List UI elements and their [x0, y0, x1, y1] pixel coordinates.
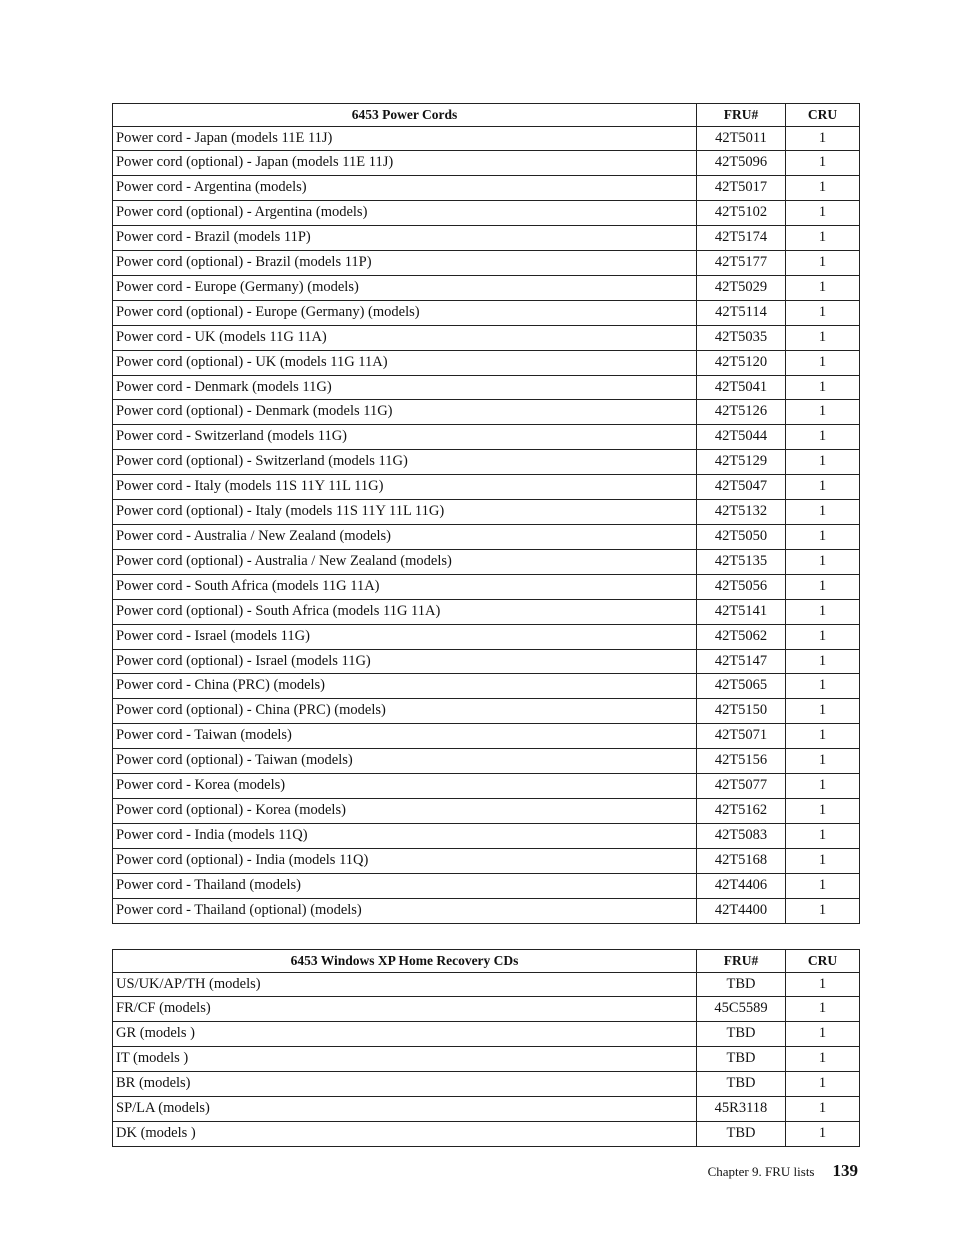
cell-cru: 1 [786, 425, 860, 450]
cell-cru: 1 [786, 325, 860, 350]
cell-cru: 1 [786, 126, 860, 151]
cell-fru-number: 42T5141 [697, 599, 786, 624]
cell-cru: 1 [786, 997, 860, 1022]
cell-cru: 1 [786, 1072, 860, 1097]
cell-fru-number: 42T5065 [697, 674, 786, 699]
cell-fru-number: 42T5162 [697, 798, 786, 823]
table-row [113, 400, 860, 425]
cell-description: Power cord - Japan (models 11E 11J) [113, 126, 697, 151]
table-row [113, 1121, 860, 1146]
table-row [113, 300, 860, 325]
cell-cru: 1 [786, 774, 860, 799]
cell-description: SP/LA (models) [113, 1097, 697, 1122]
cell-fru-number: TBD [697, 1121, 786, 1146]
cell-description: Power cord - UK (models 11G 11A) [113, 325, 697, 350]
cell-cru: 1 [786, 226, 860, 251]
cell-cru: 1 [786, 176, 860, 201]
cell-description: Power cord - Argentina (models) [113, 176, 697, 201]
table-row [113, 1097, 860, 1122]
cell-cru: 1 [786, 649, 860, 674]
table-row [113, 201, 860, 226]
cell-description: Power cord - Thailand (optional) (models) [113, 898, 697, 923]
cell-fru-number: 42T5168 [697, 848, 786, 873]
power-cords-table [112, 103, 860, 924]
cell-description: Power cord (optional) - Switzerland (models 11G) [113, 450, 697, 475]
table-row [113, 823, 860, 848]
cell-cru: 1 [786, 400, 860, 425]
header-description: 6453 Windows XP Home Recovery CDs [113, 950, 697, 973]
table-row [113, 1072, 860, 1097]
cell-cru: 1 [786, 749, 860, 774]
cell-description: Power cord - China (PRC) (models) [113, 674, 697, 699]
cell-cru: 1 [786, 251, 860, 276]
table-row [113, 126, 860, 151]
header-fru: FRU# [697, 950, 786, 973]
table-header-row [113, 950, 860, 973]
cell-fru-number: 42T5177 [697, 251, 786, 276]
cell-cru: 1 [786, 500, 860, 525]
table-row [113, 500, 860, 525]
cell-fru-number: 42T5047 [697, 475, 786, 500]
page-footer [708, 1161, 858, 1181]
table-row [113, 425, 860, 450]
cell-fru-number: TBD [697, 1022, 786, 1047]
cell-description: Power cord (optional) - Australia / New Zealand (models) [113, 549, 697, 574]
cell-description: Power cord (optional) - UK (models 11G 11A) [113, 350, 697, 375]
cell-fru-number: 42T5035 [697, 325, 786, 350]
cell-description: Power cord (optional) - China (PRC) (models) [113, 699, 697, 724]
cell-fru-number: 42T5129 [697, 450, 786, 475]
cell-cru: 1 [786, 873, 860, 898]
cell-description: Power cord - Switzerland (models 11G) [113, 425, 697, 450]
cell-description: Power cord (optional) - Argentina (models) [113, 201, 697, 226]
cell-cru: 1 [786, 674, 860, 699]
cell-fru-number: 45C5589 [697, 997, 786, 1022]
cell-fru-number: 42T5077 [697, 774, 786, 799]
cell-cru: 1 [786, 275, 860, 300]
table-row [113, 151, 860, 176]
cell-fru-number: 42T5083 [697, 823, 786, 848]
cell-fru-number: 42T5174 [697, 226, 786, 251]
cell-description: Power cord - Italy (models 11S 11Y 11L 11G) [113, 475, 697, 500]
cell-description: IT (models ) [113, 1047, 697, 1072]
cell-cru: 1 [786, 151, 860, 176]
header-fru: FRU# [697, 104, 786, 127]
cell-description: Power cord (optional) - Japan (models 11E 11J) [113, 151, 697, 176]
cell-fru-number: 42T5071 [697, 724, 786, 749]
header-description: 6453 Power Cords [113, 104, 697, 127]
cell-fru-number: 42T5132 [697, 500, 786, 525]
table-row [113, 275, 860, 300]
cell-description: BR (models) [113, 1072, 697, 1097]
table-row [113, 1047, 860, 1072]
cell-fru-number: 42T5126 [697, 400, 786, 425]
table-row [113, 475, 860, 500]
cell-description: Power cord (optional) - Denmark (models 11G) [113, 400, 697, 425]
cell-fru-number: 42T5041 [697, 375, 786, 400]
cell-description: Power cord - Thailand (models) [113, 873, 697, 898]
cell-fru-number: 42T5102 [697, 201, 786, 226]
cell-description: Power cord (optional) - Korea (models) [113, 798, 697, 823]
table-row [113, 574, 860, 599]
cell-description: GR (models ) [113, 1022, 697, 1047]
cell-fru-number: 42T5135 [697, 549, 786, 574]
cell-fru-number: 42T5050 [697, 525, 786, 550]
cell-fru-number: 42T5150 [697, 699, 786, 724]
table-row [113, 624, 860, 649]
cell-cru: 1 [786, 1047, 860, 1072]
cell-description: Power cord - Europe (Germany) (models) [113, 275, 697, 300]
cell-fru-number: 42T4406 [697, 873, 786, 898]
table-row [113, 325, 860, 350]
header-cru: CRU [786, 104, 860, 127]
cell-description: Power cord - Korea (models) [113, 774, 697, 799]
cell-fru-number: 42T5156 [697, 749, 786, 774]
table-row [113, 350, 860, 375]
cell-description: Power cord (optional) - Italy (models 11S 11Y 11L 11G) [113, 500, 697, 525]
cell-cru: 1 [786, 1097, 860, 1122]
cell-description: Power cord - Taiwan (models) [113, 724, 697, 749]
chapter-label: Chapter 9. FRU lists [707, 1164, 815, 1179]
table-row [113, 525, 860, 550]
cell-fru-number: 42T5096 [697, 151, 786, 176]
cell-fru-number: 42T5062 [697, 624, 786, 649]
cell-fru-number: 42T5056 [697, 574, 786, 599]
table-row [113, 749, 860, 774]
cell-description: Power cord (optional) - Brazil (models 11P) [113, 251, 697, 276]
table-row [113, 226, 860, 251]
table-row [113, 176, 860, 201]
cell-cru: 1 [786, 525, 860, 550]
header-cru: CRU [786, 950, 860, 973]
table-header-row [113, 104, 860, 127]
cell-cru: 1 [786, 1121, 860, 1146]
cell-cru: 1 [786, 724, 860, 749]
cell-fru-number: 42T5120 [697, 350, 786, 375]
cell-description: Power cord - Denmark (models 11G) [113, 375, 697, 400]
table-row [113, 873, 860, 898]
cell-description: Power cord - Australia / New Zealand (models) [113, 525, 697, 550]
cell-fru-number: TBD [697, 1072, 786, 1097]
cell-cru: 1 [786, 350, 860, 375]
table-row [113, 997, 860, 1022]
table-row [113, 774, 860, 799]
cell-description: Power cord (optional) - Taiwan (models) [113, 749, 697, 774]
cell-fru-number: 42T5114 [697, 300, 786, 325]
table-row [113, 674, 860, 699]
table-row [113, 375, 860, 400]
cell-cru: 1 [786, 1022, 860, 1047]
cell-cru: 1 [786, 798, 860, 823]
table-row [113, 1022, 860, 1047]
table-row [113, 450, 860, 475]
cell-fru-number: TBD [697, 972, 786, 997]
cell-cru: 1 [786, 624, 860, 649]
cell-cru: 1 [786, 574, 860, 599]
cell-description: DK (models ) [113, 1121, 697, 1146]
cell-description: Power cord (optional) - Europe (Germany) (models) [113, 300, 697, 325]
cell-cru: 1 [786, 898, 860, 923]
cell-fru-number: 42T5029 [697, 275, 786, 300]
table-row [113, 848, 860, 873]
cell-cru: 1 [786, 450, 860, 475]
table-row [113, 251, 860, 276]
cell-description: Power cord (optional) - India (models 11Q) [113, 848, 697, 873]
cell-fru-number: 42T5017 [697, 176, 786, 201]
cell-cru: 1 [786, 848, 860, 873]
cell-fru-number: 45R3118 [697, 1097, 786, 1122]
table-row [113, 649, 860, 674]
cell-cru: 1 [786, 823, 860, 848]
cell-description: Power cord - South Africa (models 11G 11A) [113, 574, 697, 599]
cell-cru: 1 [786, 300, 860, 325]
cell-description: Power cord - India (models 11Q) [113, 823, 697, 848]
cell-fru-number: 42T5147 [697, 649, 786, 674]
cell-description: US/UK/AP/TH (models) [113, 972, 697, 997]
table-row [113, 549, 860, 574]
cell-description: FR/CF (models) [113, 997, 697, 1022]
cell-cru: 1 [786, 972, 860, 997]
page-number: 139 [832, 1161, 858, 1180]
table-row [113, 898, 860, 923]
table-row [113, 599, 860, 624]
cell-cru: 1 [786, 375, 860, 400]
cell-description: Power cord - Israel (models 11G) [113, 624, 697, 649]
cell-fru-number: 42T4400 [697, 898, 786, 923]
cell-description: Power cord (optional) - Israel (models 11G) [113, 649, 697, 674]
table-row [113, 699, 860, 724]
cell-description: Power cord - Brazil (models 11P) [113, 226, 697, 251]
table-row [113, 972, 860, 997]
cell-fru-number: 42T5011 [697, 126, 786, 151]
cell-cru: 1 [786, 475, 860, 500]
table-row [113, 724, 860, 749]
cell-fru-number: TBD [697, 1047, 786, 1072]
table-row [113, 798, 860, 823]
cell-fru-number: 42T5044 [697, 425, 786, 450]
cell-cru: 1 [786, 699, 860, 724]
recovery-cds-table [112, 949, 860, 1147]
cell-cru: 1 [786, 549, 860, 574]
cell-description: Power cord (optional) - South Africa (models 11G 11A) [113, 599, 697, 624]
cell-cru: 1 [786, 599, 860, 624]
cell-cru: 1 [786, 201, 860, 226]
